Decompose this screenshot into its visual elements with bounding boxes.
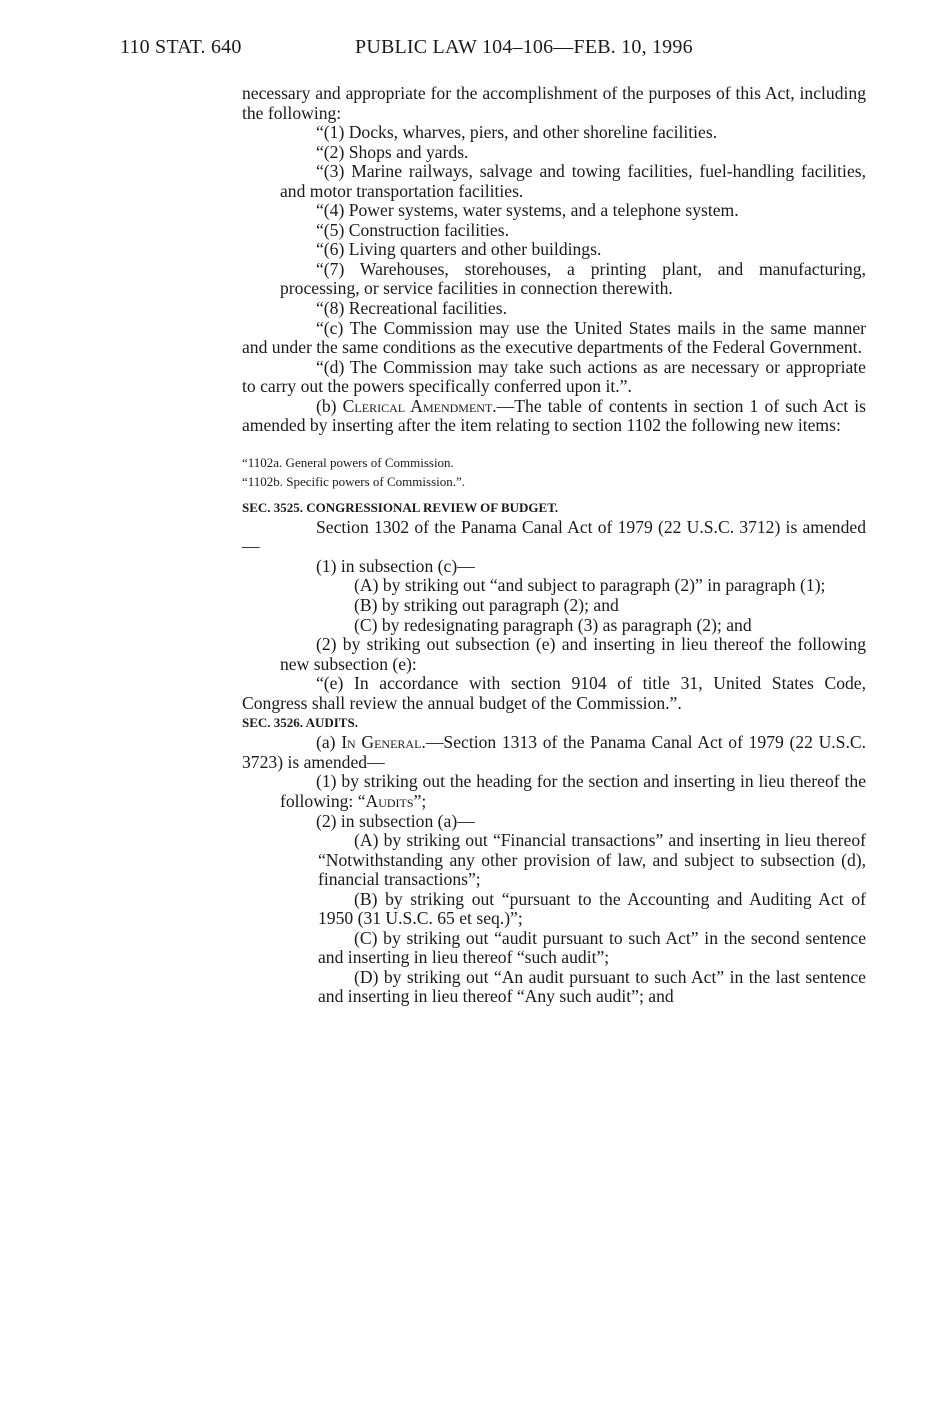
toc-item: “1102b. Specific powers of Commission.”. <box>242 473 466 489</box>
subsection-d: “(d) The Commission may take such actions as are necessary or appropriate to carry out the powers specifically conferred upon it.”. <box>242 356 866 397</box>
section-3525-intro: Section 1302 of the Panama Canal Act of 1979 (22 U.S.C. 3712) is amended— <box>242 516 866 557</box>
in-general-heading: In General <box>341 732 422 753</box>
facility-item-8: “(8) Recreational facilities. <box>316 298 507 319</box>
paragraph-2: (2) in subsection (a)— <box>316 810 475 831</box>
paragraph-1: (1) in subsection (c)— <box>316 555 475 576</box>
continued-paragraph: necessary and appropriate for the accomplishment of the purposes of this Act, including the following: <box>242 83 866 123</box>
subparagraph-b: (B) by striking out paragraph (2); and <box>354 595 619 616</box>
table-of-contents-insert <box>242 453 866 491</box>
section-3525-heading: SEC. 3525. CONGRESSIONAL REVIEW OF BUDGET. <box>242 499 559 515</box>
clerical-amendment-heading: Clerical Amendment <box>342 395 493 416</box>
subparagraph-c: (C) by striking out “audit pursuant to such Act” in the second sentence and inserting in lieu thereof “such audit”; <box>318 927 866 968</box>
subparagraph-c: (C) by redesignating paragraph (3) as paragraph (2); and <box>354 614 752 635</box>
paragraph-2: (2) by striking out subsection (e) and inserting in lieu thereof the following new subsection (e): <box>280 634 866 674</box>
body-text <box>242 84 866 1007</box>
facility-item-6: “(6) Living quarters and other buildings. <box>316 239 602 260</box>
paragraph-1: (1) by striking out the heading for the section and inserting in lieu thereof the following: “Audits”; <box>280 771 866 811</box>
facility-item-2: “(2) Shops and yards. <box>316 141 469 162</box>
new-subsection-e: “(e) In accordance with section 9104 of title 31, United States Code, Congress shall review the annual budget of the Commission.”. <box>242 673 866 713</box>
facility-item-1: “(1) Docks, wharves, piers, and other shoreline facilities. <box>316 122 718 143</box>
subparagraph-a: (A) by striking out “Financial transactions” and inserting in lieu thereof “Notwithstanding any other provision of law, and subject to subsection (d), financial transactions”; <box>318 830 866 890</box>
clerical-amendment: (b) Clerical Amendment.—The table of contents in section 1 of such Act is amended by inserting after the item relating to section 1102 the following new items: <box>242 395 866 436</box>
toc-item: “1102a. General powers of Commission. <box>242 454 454 470</box>
facility-item-7: “(7) Warehouses, storehouses, a printing plant, and manufacturing, processing, or service facilities in connection therewith. <box>280 258 866 299</box>
subsection-c: “(c) The Commission may use the United States mails in the same manner and under the same conditions as the executive departments of the Federal Government. <box>242 317 866 358</box>
public-law-title: PUBLIC LAW 104–106—FEB. 10, 1996 <box>355 36 693 58</box>
audits-word: Audits <box>365 790 414 811</box>
subparagraph-b: (B) by striking out “pursuant to the Accounting and Auditing Act of 1950 (31 U.S.C. 65 et seq.)”; <box>318 888 866 929</box>
subparagraph-d: (D) by striking out “An audit pursuant to such Act” in the last sentence and inserting in lieu thereof “Any such audit”; and <box>318 966 866 1007</box>
facility-item-3: “(3) Marine railways, salvage and towing facilities, fuel-handling facilities, and motor transportation facilities. <box>280 161 866 201</box>
section-3526-heading: SEC. 3526. AUDITS. <box>242 715 358 731</box>
running-header <box>120 36 820 66</box>
facility-item-4: “(4) Power systems, water systems, and a telephone system. <box>316 200 739 221</box>
subsection-a-in-general: (a) In General.—Section 1313 of the Panama Canal Act of 1979 (22 U.S.C. 3723) is amended— <box>242 732 866 772</box>
statute-citation: 110 STAT. 640 <box>120 36 242 58</box>
facility-item-5: “(5) Construction facilities. <box>316 219 509 240</box>
subparagraph-a: (A) by striking out “and subject to paragraph (2)” in paragraph (1); <box>354 575 826 596</box>
